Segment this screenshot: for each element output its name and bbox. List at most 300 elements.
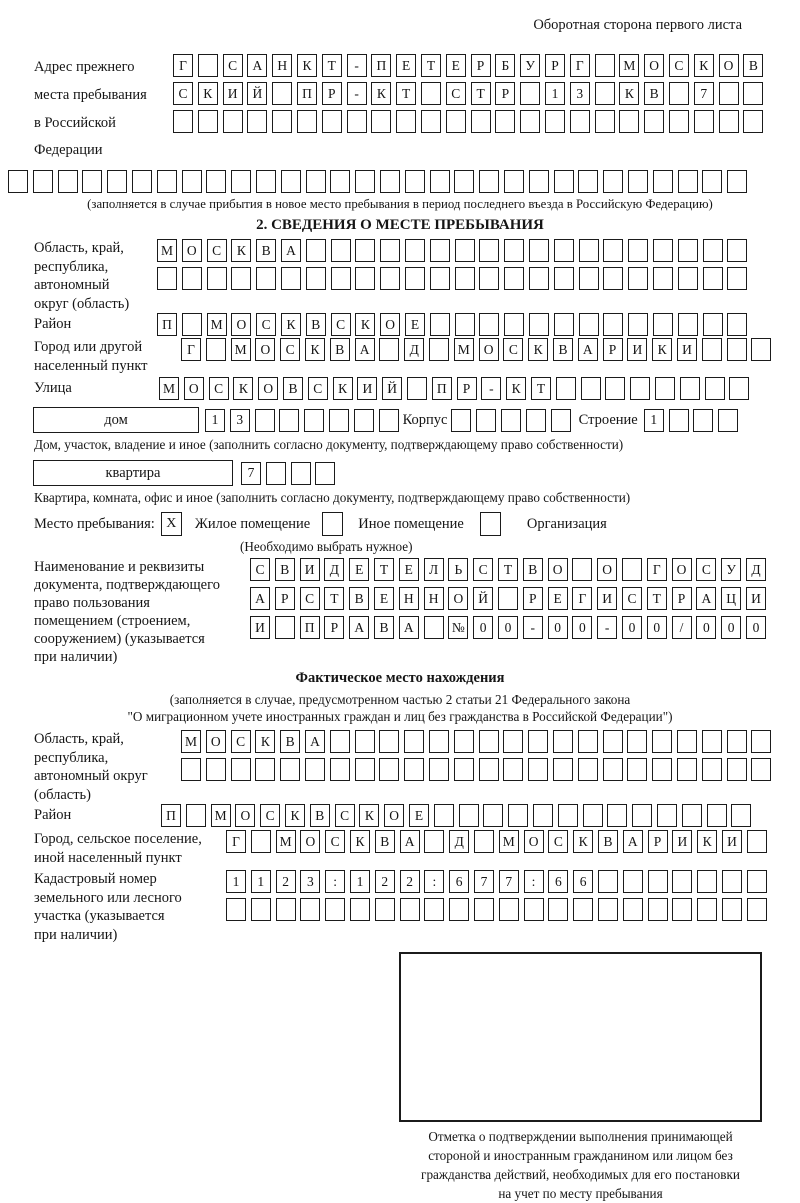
- char-cell[interactable]: В: [275, 558, 295, 581]
- char-cell[interactable]: [556, 377, 576, 400]
- char-cell[interactable]: К: [233, 377, 253, 400]
- char-cell[interactable]: [424, 830, 444, 853]
- char-cell[interactable]: [719, 82, 739, 105]
- char-cell[interactable]: [8, 170, 28, 193]
- char-cell[interactable]: [603, 267, 623, 290]
- char-cell[interactable]: В: [310, 804, 330, 827]
- char-cell[interactable]: А: [281, 239, 301, 262]
- char-cell[interactable]: [751, 338, 771, 361]
- char-cell[interactable]: [503, 758, 523, 781]
- char-cell[interactable]: [182, 267, 202, 290]
- char-cell[interactable]: [603, 758, 623, 781]
- char-cell[interactable]: 1: [350, 870, 370, 893]
- char-cell[interactable]: О: [548, 558, 568, 581]
- char-cell[interactable]: [603, 170, 623, 193]
- char-cell[interactable]: [524, 898, 544, 921]
- char-cell[interactable]: [578, 170, 598, 193]
- char-cell[interactable]: [276, 898, 296, 921]
- char-cell[interactable]: Г: [181, 338, 201, 361]
- char-cell[interactable]: 0: [746, 616, 766, 639]
- char-cell[interactable]: М: [181, 730, 201, 753]
- char-cell[interactable]: Б: [495, 54, 515, 77]
- char-cell[interactable]: К: [198, 82, 218, 105]
- char-cell[interactable]: :: [424, 870, 444, 893]
- char-cell[interactable]: [454, 758, 474, 781]
- char-cell[interactable]: [743, 82, 763, 105]
- char-cell[interactable]: [315, 462, 335, 485]
- char-cell[interactable]: [407, 377, 427, 400]
- char-cell[interactable]: 2: [276, 870, 296, 893]
- char-cell[interactable]: С: [548, 830, 568, 853]
- char-cell[interactable]: [306, 267, 326, 290]
- char-cell[interactable]: С: [250, 558, 270, 581]
- char-cell[interactable]: -: [523, 616, 543, 639]
- char-cell[interactable]: [578, 758, 598, 781]
- char-cell[interactable]: [281, 267, 301, 290]
- char-cell[interactable]: В: [743, 54, 763, 77]
- char-cell[interactable]: Т: [647, 587, 667, 610]
- char-cell[interactable]: [379, 730, 399, 753]
- char-cell[interactable]: [722, 870, 742, 893]
- char-cell[interactable]: [553, 730, 573, 753]
- char-cell[interactable]: [707, 804, 727, 827]
- char-cell[interactable]: 3: [230, 409, 250, 432]
- char-cell[interactable]: 0: [647, 616, 667, 639]
- char-cell[interactable]: [583, 804, 603, 827]
- char-cell[interactable]: Р: [672, 587, 692, 610]
- char-cell[interactable]: [703, 239, 723, 262]
- char-cell[interactable]: [223, 110, 243, 133]
- char-cell[interactable]: [347, 110, 367, 133]
- char-cell[interactable]: Т: [421, 54, 441, 77]
- char-cell[interactable]: [680, 377, 700, 400]
- char-cell[interactable]: 0: [572, 616, 592, 639]
- char-cell[interactable]: Р: [545, 54, 565, 77]
- char-cell[interactable]: [528, 758, 548, 781]
- char-cell[interactable]: В: [280, 730, 300, 753]
- char-cell[interactable]: [578, 730, 598, 753]
- char-cell[interactable]: 1: [226, 870, 246, 893]
- char-cell[interactable]: [451, 409, 471, 432]
- char-cell[interactable]: [405, 267, 425, 290]
- char-cell[interactable]: К: [573, 830, 593, 853]
- char-cell[interactable]: [279, 409, 299, 432]
- char-cell[interactable]: Т: [531, 377, 551, 400]
- char-cell[interactable]: П: [157, 313, 177, 336]
- char-cell[interactable]: [306, 170, 326, 193]
- char-cell[interactable]: [573, 898, 593, 921]
- char-cell[interactable]: [330, 170, 350, 193]
- char-cell[interactable]: [628, 170, 648, 193]
- char-cell[interactable]: А: [623, 830, 643, 853]
- char-cell[interactable]: [297, 110, 317, 133]
- char-cell[interactable]: [405, 170, 425, 193]
- char-cell[interactable]: [504, 239, 524, 262]
- char-cell[interactable]: 6: [548, 870, 568, 893]
- char-cell[interactable]: С: [503, 338, 523, 361]
- char-cell[interactable]: [697, 870, 717, 893]
- char-cell[interactable]: С: [231, 730, 251, 753]
- char-cell[interactable]: Е: [409, 804, 429, 827]
- char-cell[interactable]: :: [524, 870, 544, 893]
- char-cell[interactable]: [672, 870, 692, 893]
- char-cell[interactable]: [682, 804, 702, 827]
- char-cell[interactable]: [206, 758, 226, 781]
- char-cell[interactable]: [669, 110, 689, 133]
- char-cell[interactable]: И: [722, 830, 742, 853]
- char-cell[interactable]: И: [627, 338, 647, 361]
- char-cell[interactable]: [375, 898, 395, 921]
- char-cell[interactable]: [226, 898, 246, 921]
- char-cell[interactable]: [595, 110, 615, 133]
- char-cell[interactable]: Р: [523, 587, 543, 610]
- char-cell[interactable]: К: [506, 377, 526, 400]
- char-cell[interactable]: [430, 267, 450, 290]
- char-cell[interactable]: [330, 758, 350, 781]
- char-cell[interactable]: [595, 54, 615, 77]
- char-cell[interactable]: [291, 462, 311, 485]
- char-cell[interactable]: О: [235, 804, 255, 827]
- char-cell[interactable]: М: [207, 313, 227, 336]
- char-cell[interactable]: [598, 898, 618, 921]
- char-cell[interactable]: В: [553, 338, 573, 361]
- char-cell[interactable]: [697, 898, 717, 921]
- char-cell[interactable]: С: [331, 313, 351, 336]
- char-cell[interactable]: [306, 239, 326, 262]
- char-cell[interactable]: [182, 170, 202, 193]
- char-cell[interactable]: [529, 267, 549, 290]
- char-cell[interactable]: [421, 110, 441, 133]
- char-cell[interactable]: О: [448, 587, 468, 610]
- char-cell[interactable]: [255, 758, 275, 781]
- char-cell[interactable]: [231, 267, 251, 290]
- char-cell[interactable]: А: [250, 587, 270, 610]
- char-cell[interactable]: С: [473, 558, 493, 581]
- char-cell[interactable]: [206, 170, 226, 193]
- char-cell[interactable]: [630, 377, 650, 400]
- char-cell[interactable]: Т: [322, 54, 342, 77]
- char-cell[interactable]: [508, 804, 528, 827]
- char-cell[interactable]: С: [669, 54, 689, 77]
- char-cell[interactable]: [703, 313, 723, 336]
- char-cell[interactable]: [304, 409, 324, 432]
- char-cell[interactable]: [255, 409, 275, 432]
- char-cell[interactable]: 0: [721, 616, 741, 639]
- char-cell[interactable]: [181, 758, 201, 781]
- char-cell[interactable]: [727, 758, 747, 781]
- char-cell[interactable]: К: [350, 830, 370, 853]
- char-cell[interactable]: [529, 239, 549, 262]
- char-cell[interactable]: [379, 409, 399, 432]
- char-cell[interactable]: О: [231, 313, 251, 336]
- char-cell[interactable]: Д: [324, 558, 344, 581]
- char-cell[interactable]: Д: [449, 830, 469, 853]
- char-cell[interactable]: [731, 804, 751, 827]
- char-cell[interactable]: [281, 170, 301, 193]
- char-cell[interactable]: 7: [241, 462, 261, 485]
- char-cell[interactable]: Й: [247, 82, 267, 105]
- char-cell[interactable]: Е: [399, 558, 419, 581]
- char-cell[interactable]: К: [305, 338, 325, 361]
- char-cell[interactable]: [132, 170, 152, 193]
- char-cell[interactable]: [430, 170, 450, 193]
- char-cell[interactable]: [251, 830, 271, 853]
- char-cell[interactable]: [459, 804, 479, 827]
- char-cell[interactable]: [275, 616, 295, 639]
- char-cell[interactable]: [548, 898, 568, 921]
- char-cell[interactable]: [479, 170, 499, 193]
- char-cell[interactable]: М: [619, 54, 639, 77]
- char-cell[interactable]: Р: [471, 54, 491, 77]
- char-cell[interactable]: [628, 239, 648, 262]
- char-cell[interactable]: К: [285, 804, 305, 827]
- char-cell[interactable]: К: [359, 804, 379, 827]
- char-cell[interactable]: [554, 170, 574, 193]
- char-cell[interactable]: Г: [570, 54, 590, 77]
- char-cell[interactable]: О: [719, 54, 739, 77]
- char-cell[interactable]: Т: [374, 558, 394, 581]
- char-cell[interactable]: [206, 338, 226, 361]
- char-cell[interactable]: 2: [400, 870, 420, 893]
- char-cell[interactable]: Г: [226, 830, 246, 853]
- char-cell[interactable]: [429, 730, 449, 753]
- char-cell[interactable]: [672, 898, 692, 921]
- char-cell[interactable]: С: [325, 830, 345, 853]
- char-cell[interactable]: Г: [173, 54, 193, 77]
- char-cell[interactable]: Ц: [721, 587, 741, 610]
- char-cell[interactable]: Р: [275, 587, 295, 610]
- char-cell[interactable]: [581, 377, 601, 400]
- char-cell[interactable]: Е: [405, 313, 425, 336]
- char-cell[interactable]: С: [622, 587, 642, 610]
- char-cell[interactable]: 0: [473, 616, 493, 639]
- char-cell[interactable]: [474, 898, 494, 921]
- char-cell[interactable]: А: [247, 54, 267, 77]
- char-cell[interactable]: [727, 267, 747, 290]
- char-cell[interactable]: [454, 170, 474, 193]
- char-cell[interactable]: [607, 804, 627, 827]
- char-cell[interactable]: [424, 616, 444, 639]
- char-cell[interactable]: [58, 170, 78, 193]
- char-cell[interactable]: [231, 170, 251, 193]
- char-cell[interactable]: Т: [471, 82, 491, 105]
- char-cell[interactable]: В: [256, 239, 276, 262]
- char-cell[interactable]: Л: [424, 558, 444, 581]
- char-cell[interactable]: [107, 170, 127, 193]
- char-cell[interactable]: А: [305, 730, 325, 753]
- char-cell[interactable]: [678, 313, 698, 336]
- char-cell[interactable]: О: [644, 54, 664, 77]
- char-cell[interactable]: 1: [205, 409, 225, 432]
- char-cell[interactable]: [479, 239, 499, 262]
- char-cell[interactable]: 0: [696, 616, 716, 639]
- char-cell[interactable]: [652, 730, 672, 753]
- char-cell[interactable]: [424, 898, 444, 921]
- char-cell[interactable]: [554, 313, 574, 336]
- char-cell[interactable]: Е: [446, 54, 466, 77]
- char-cell[interactable]: 0: [548, 616, 568, 639]
- char-cell[interactable]: [743, 110, 763, 133]
- char-cell[interactable]: [678, 267, 698, 290]
- char-cell[interactable]: [623, 898, 643, 921]
- char-cell[interactable]: [623, 870, 643, 893]
- char-cell[interactable]: С: [280, 338, 300, 361]
- char-cell[interactable]: [430, 313, 450, 336]
- char-cell[interactable]: М: [231, 338, 251, 361]
- char-cell[interactable]: [182, 313, 202, 336]
- char-cell[interactable]: [572, 558, 592, 581]
- char-cell[interactable]: [622, 558, 642, 581]
- char-cell[interactable]: [747, 830, 767, 853]
- char-cell[interactable]: [446, 110, 466, 133]
- char-cell[interactable]: [657, 804, 677, 827]
- char-cell[interactable]: В: [283, 377, 303, 400]
- char-cell[interactable]: [371, 110, 391, 133]
- char-cell[interactable]: [632, 804, 652, 827]
- char-cell[interactable]: [455, 239, 475, 262]
- char-cell[interactable]: [570, 110, 590, 133]
- char-cell[interactable]: И: [672, 830, 692, 853]
- char-cell[interactable]: [280, 758, 300, 781]
- char-cell[interactable]: Е: [396, 54, 416, 77]
- char-cell[interactable]: [603, 313, 623, 336]
- char-cell[interactable]: [644, 110, 664, 133]
- char-cell[interactable]: И: [746, 587, 766, 610]
- char-cell[interactable]: [331, 239, 351, 262]
- char-cell[interactable]: [272, 110, 292, 133]
- char-cell[interactable]: [330, 730, 350, 753]
- char-cell[interactable]: Т: [498, 558, 518, 581]
- char-cell[interactable]: -: [347, 54, 367, 77]
- char-cell[interactable]: К: [297, 54, 317, 77]
- char-cell[interactable]: [504, 313, 524, 336]
- char-cell[interactable]: [529, 170, 549, 193]
- char-cell[interactable]: [579, 313, 599, 336]
- stay-type-checkbox-organization[interactable]: [480, 512, 501, 536]
- char-cell[interactable]: [653, 267, 673, 290]
- char-cell[interactable]: К: [371, 82, 391, 105]
- char-cell[interactable]: [693, 409, 713, 432]
- char-cell[interactable]: А: [696, 587, 716, 610]
- char-cell[interactable]: Д: [404, 338, 424, 361]
- char-cell[interactable]: [355, 758, 375, 781]
- char-cell[interactable]: М: [159, 377, 179, 400]
- char-cell[interactable]: [747, 870, 767, 893]
- char-cell[interactable]: [551, 409, 571, 432]
- char-cell[interactable]: [157, 267, 177, 290]
- char-cell[interactable]: В: [523, 558, 543, 581]
- char-cell[interactable]: [405, 239, 425, 262]
- char-cell[interactable]: [355, 267, 375, 290]
- char-cell[interactable]: [702, 758, 722, 781]
- char-cell[interactable]: №: [448, 616, 468, 639]
- char-cell[interactable]: [605, 377, 625, 400]
- char-cell[interactable]: 7: [694, 82, 714, 105]
- char-cell[interactable]: О: [380, 313, 400, 336]
- char-cell[interactable]: О: [597, 558, 617, 581]
- char-cell[interactable]: А: [399, 616, 419, 639]
- char-cell[interactable]: [499, 898, 519, 921]
- char-cell[interactable]: К: [333, 377, 353, 400]
- char-cell[interactable]: С: [335, 804, 355, 827]
- char-cell[interactable]: О: [182, 239, 202, 262]
- char-cell[interactable]: И: [357, 377, 377, 400]
- char-cell[interactable]: И: [223, 82, 243, 105]
- char-cell[interactable]: У: [721, 558, 741, 581]
- char-cell[interactable]: [655, 377, 675, 400]
- char-cell[interactable]: [247, 110, 267, 133]
- char-cell[interactable]: [495, 110, 515, 133]
- char-cell[interactable]: [653, 170, 673, 193]
- char-cell[interactable]: [479, 267, 499, 290]
- char-cell[interactable]: [479, 758, 499, 781]
- char-cell[interactable]: В: [374, 616, 394, 639]
- char-cell[interactable]: [545, 110, 565, 133]
- char-cell[interactable]: Т: [396, 82, 416, 105]
- char-cell[interactable]: [198, 110, 218, 133]
- char-cell[interactable]: [272, 82, 292, 105]
- char-cell[interactable]: [528, 730, 548, 753]
- char-cell[interactable]: [266, 462, 286, 485]
- char-cell[interactable]: [251, 898, 271, 921]
- char-cell[interactable]: В: [349, 587, 369, 610]
- char-cell[interactable]: О: [672, 558, 692, 581]
- char-cell[interactable]: [173, 110, 193, 133]
- char-cell[interactable]: [678, 239, 698, 262]
- char-cell[interactable]: С: [173, 82, 193, 105]
- char-cell[interactable]: [429, 338, 449, 361]
- char-cell[interactable]: -: [347, 82, 367, 105]
- char-cell[interactable]: Г: [647, 558, 667, 581]
- char-cell[interactable]: В: [330, 338, 350, 361]
- char-cell[interactable]: [526, 409, 546, 432]
- char-cell[interactable]: В: [644, 82, 664, 105]
- char-cell[interactable]: [702, 730, 722, 753]
- char-cell[interactable]: 0: [622, 616, 642, 639]
- stay-type-checkbox-residential[interactable]: X: [161, 512, 182, 536]
- char-cell[interactable]: [504, 170, 524, 193]
- char-cell[interactable]: Р: [324, 616, 344, 639]
- char-cell[interactable]: П: [161, 804, 181, 827]
- char-cell[interactable]: [404, 758, 424, 781]
- char-cell[interactable]: К: [528, 338, 548, 361]
- char-cell[interactable]: [355, 239, 375, 262]
- char-cell[interactable]: [729, 377, 749, 400]
- char-cell[interactable]: [454, 730, 474, 753]
- char-cell[interactable]: 7: [474, 870, 494, 893]
- char-cell[interactable]: [751, 730, 771, 753]
- char-cell[interactable]: К: [652, 338, 672, 361]
- char-cell[interactable]: К: [619, 82, 639, 105]
- char-cell[interactable]: [558, 804, 578, 827]
- char-cell[interactable]: -: [597, 616, 617, 639]
- char-cell[interactable]: [702, 170, 722, 193]
- char-cell[interactable]: А: [349, 616, 369, 639]
- char-cell[interactable]: [677, 758, 697, 781]
- char-cell[interactable]: О: [384, 804, 404, 827]
- char-cell[interactable]: К: [281, 313, 301, 336]
- char-cell[interactable]: -: [481, 377, 501, 400]
- char-cell[interactable]: [429, 758, 449, 781]
- char-cell[interactable]: [627, 758, 647, 781]
- char-cell[interactable]: [628, 313, 648, 336]
- char-cell[interactable]: [598, 870, 618, 893]
- char-cell[interactable]: [476, 409, 496, 432]
- char-cell[interactable]: Р: [495, 82, 515, 105]
- char-cell[interactable]: 7: [499, 870, 519, 893]
- char-cell[interactable]: [331, 267, 351, 290]
- char-cell[interactable]: В: [598, 830, 618, 853]
